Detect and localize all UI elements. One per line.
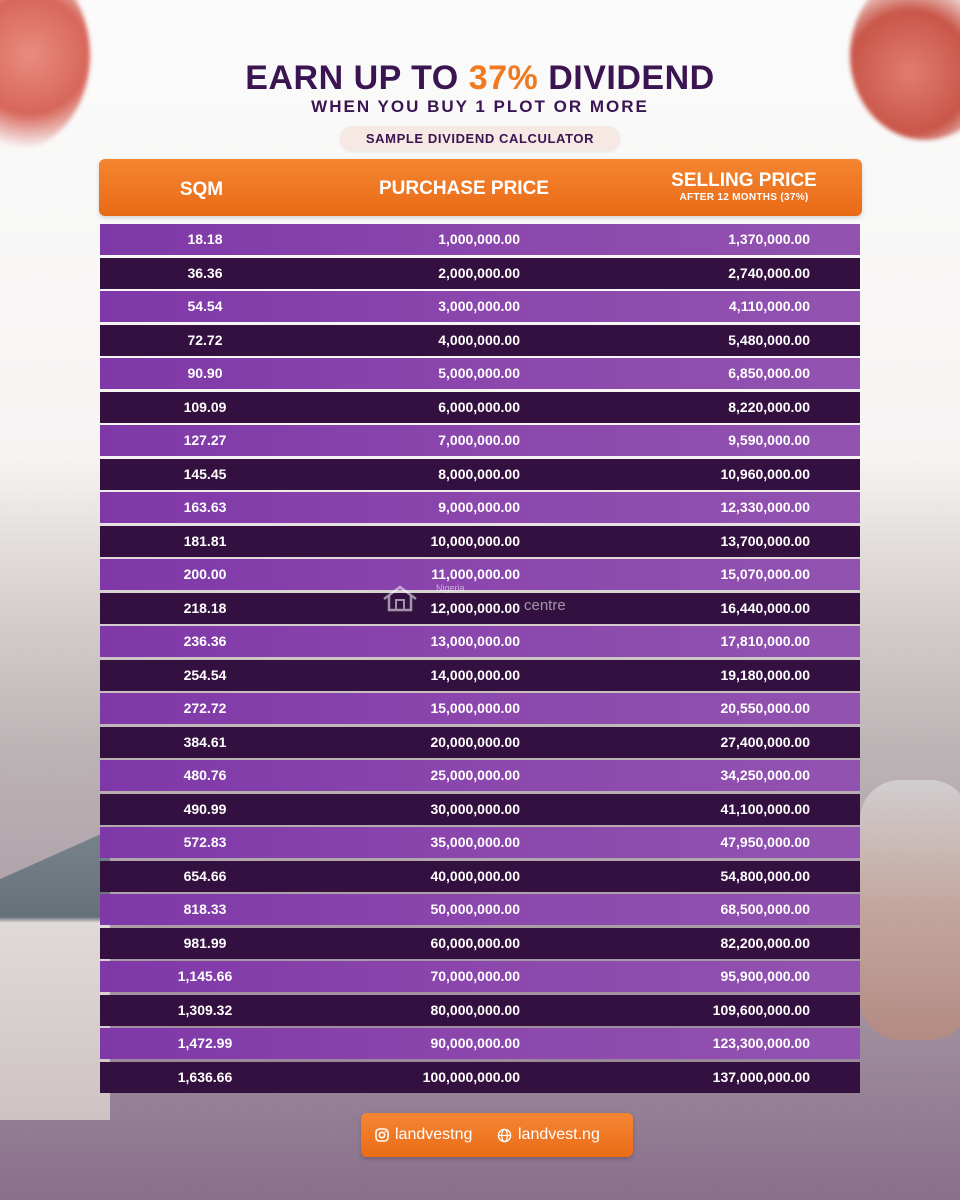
cell-sqm: 480.76 <box>183 767 227 783</box>
cell-sqm: 218.18 <box>183 599 227 616</box>
cell-purchase-price: 15,000,000.00 <box>430 700 520 716</box>
globe-icon <box>497 1128 512 1143</box>
table-row <box>100 928 860 959</box>
cell-sqm: 127.27 <box>183 432 227 448</box>
cell-sqm: 818.33 <box>183 901 227 917</box>
cell-selling-price: 109,600,000.00 <box>712 1001 810 1018</box>
cell-purchase-price: 3,000,000.00 <box>438 298 520 314</box>
cell-sqm: 981.99 <box>183 934 227 951</box>
cell-sqm: 1,145.66 <box>177 968 233 984</box>
table-row <box>100 727 860 758</box>
dividend-table-body <box>100 224 860 1095</box>
cell-purchase-price: 50,000,000.00 <box>430 901 520 917</box>
selling-price-sublabel: AFTER 12 MONTHS (37%) <box>679 192 809 203</box>
cell-purchase-price: 13,000,000.00 <box>430 633 520 649</box>
cell-selling-price: 5,480,000.00 <box>728 331 810 348</box>
cell-sqm: 109.09 <box>183 398 227 415</box>
cell-selling-price: 1,370,000.00 <box>728 231 810 247</box>
column-header-sqm: SQM <box>179 179 224 200</box>
watermark-small-text: Nigeria <box>436 583 465 593</box>
watermark-text: centre <box>524 597 566 614</box>
table-row <box>100 760 860 791</box>
cell-selling-price: 34,250,000.00 <box>720 767 810 783</box>
cell-sqm: 654.66 <box>183 867 227 884</box>
cell-sqm: 90.90 <box>187 365 223 381</box>
calculator-badge: SAMPLE DIVIDEND CALCULATOR <box>340 126 620 151</box>
table-row <box>100 794 860 825</box>
table-row <box>100 459 860 490</box>
cell-purchase-price: 9,000,000.00 <box>438 499 520 515</box>
table-row <box>100 995 860 1026</box>
cell-sqm: 1,472.99 <box>177 1035 233 1051</box>
instagram-handle: landvestng <box>395 1126 473 1143</box>
cell-purchase-price: 70,000,000.00 <box>430 968 520 984</box>
table-row <box>100 693 860 724</box>
table-row <box>100 325 860 356</box>
instagram-icon <box>375 1128 389 1142</box>
cell-sqm: 18.18 <box>187 231 223 247</box>
cell-purchase-price: 20,000,000.00 <box>430 733 520 750</box>
cell-purchase-price: 30,000,000.00 <box>430 800 520 817</box>
table-row <box>100 961 860 992</box>
cell-purchase-price: 80,000,000.00 <box>430 1001 520 1018</box>
table-row <box>100 358 860 389</box>
cell-selling-price: 47,950,000.00 <box>720 834 810 850</box>
cell-sqm: 384.61 <box>183 733 227 750</box>
cell-purchase-price: 40,000,000.00 <box>430 867 520 884</box>
table-row <box>100 861 860 892</box>
cell-purchase-price: 12,000,000.00 <box>430 599 520 616</box>
cell-selling-price: 12,330,000.00 <box>720 499 810 515</box>
headline <box>0 58 960 98</box>
headline-pre: EARN UP TO <box>245 59 469 97</box>
cell-selling-price: 15,070,000.00 <box>720 566 810 582</box>
table-row <box>100 425 860 456</box>
cell-selling-price: 68,500,000.00 <box>720 901 810 917</box>
cell-sqm: 54.54 <box>187 298 223 314</box>
cell-sqm: 36.36 <box>187 264 223 281</box>
cell-purchase-price: 1,000,000.00 <box>438 231 520 247</box>
cell-selling-price: 137,000,000.00 <box>712 1068 810 1085</box>
cell-selling-price: 27,400,000.00 <box>720 733 810 750</box>
footer-contact-bar <box>361 1113 633 1157</box>
table-row <box>100 660 860 691</box>
cell-selling-price: 10,960,000.00 <box>720 465 810 482</box>
table-row <box>100 258 860 289</box>
cell-selling-price: 41,100,000.00 <box>720 800 810 817</box>
cell-purchase-price: 11,000,000.00 <box>431 566 520 582</box>
column-header-selling-price <box>644 171 844 204</box>
cell-sqm: 181.81 <box>183 532 227 549</box>
table-row <box>100 626 860 657</box>
cell-sqm: 272.72 <box>183 700 227 716</box>
cell-purchase-price: 10,000,000.00 <box>430 532 520 549</box>
table-row <box>100 526 860 557</box>
cell-selling-price: 13,700,000.00 <box>720 532 810 549</box>
headline-accent: 37% <box>468 59 539 97</box>
cell-purchase-price: 90,000,000.00 <box>430 1035 520 1051</box>
table-row <box>100 894 860 925</box>
cell-sqm: 145.45 <box>183 465 227 482</box>
cell-purchase-price: 35,000,000.00 <box>430 834 520 850</box>
cell-sqm: 1,636.66 <box>177 1068 233 1085</box>
cell-purchase-price: 8,000,000.00 <box>438 465 520 482</box>
cell-sqm: 236.36 <box>183 633 227 649</box>
header <box>0 58 960 151</box>
cell-selling-price: 2,740,000.00 <box>728 264 810 281</box>
instagram-link[interactable] <box>375 1126 472 1144</box>
background-house-image <box>0 830 110 1120</box>
cell-sqm: 72.72 <box>187 331 223 348</box>
cell-selling-price: 95,900,000.00 <box>720 968 810 984</box>
cell-sqm: 1,309.32 <box>177 1001 233 1018</box>
cell-selling-price: 20,550,000.00 <box>720 700 810 716</box>
cell-purchase-price: 60,000,000.00 <box>430 934 520 951</box>
subline: WHEN YOU BUY 1 PLOT OR MORE <box>311 97 649 116</box>
table-row <box>100 593 860 624</box>
cell-selling-price: 16,440,000.00 <box>720 599 810 616</box>
cell-selling-price: 82,200,000.00 <box>720 934 810 951</box>
column-header-purchase-price: PURCHASE PRICE <box>379 178 549 199</box>
table-row <box>100 392 860 423</box>
table-row <box>100 224 860 255</box>
table-row <box>100 291 860 322</box>
headline-post: DIVIDEND <box>538 59 715 97</box>
cell-purchase-price: 4,000,000.00 <box>438 331 520 348</box>
cell-purchase-price: 2,000,000.00 <box>438 264 520 281</box>
cell-purchase-price: 6,000,000.00 <box>438 398 520 415</box>
background-hand-image <box>860 780 960 1040</box>
website-link[interactable] <box>497 1126 600 1144</box>
table-header <box>99 159 862 216</box>
cell-purchase-price: 25,000,000.00 <box>430 767 520 783</box>
table-row <box>100 492 860 523</box>
table-row <box>100 827 860 858</box>
cell-sqm: 254.54 <box>183 666 227 683</box>
cell-selling-price: 19,180,000.00 <box>720 666 810 683</box>
cell-selling-price: 8,220,000.00 <box>728 398 810 415</box>
cell-purchase-price: 14,000,000.00 <box>430 666 520 683</box>
cell-sqm: 490.99 <box>183 800 227 817</box>
cell-sqm: 572.83 <box>183 834 227 850</box>
table-row <box>100 1028 860 1059</box>
table-row <box>100 1062 860 1093</box>
cell-selling-price: 4,110,000.00 <box>729 298 810 314</box>
cell-selling-price: 54,800,000.00 <box>720 867 810 884</box>
table-row <box>100 559 860 590</box>
cell-purchase-price: 100,000,000.00 <box>422 1068 520 1085</box>
website-url: landvest.ng <box>518 1126 600 1143</box>
cell-purchase-price: 7,000,000.00 <box>438 432 520 448</box>
cell-selling-price: 9,590,000.00 <box>728 432 810 448</box>
cell-sqm: 163.63 <box>183 499 227 515</box>
cell-selling-price: 17,810,000.00 <box>720 633 810 649</box>
cell-selling-price: 6,850,000.00 <box>728 365 810 381</box>
cell-selling-price: 123,300,000.00 <box>712 1035 810 1051</box>
selling-price-label: SELLING PRICE <box>671 170 817 191</box>
cell-sqm: 200.00 <box>183 566 227 582</box>
cell-purchase-price: 5,000,000.00 <box>438 365 520 381</box>
